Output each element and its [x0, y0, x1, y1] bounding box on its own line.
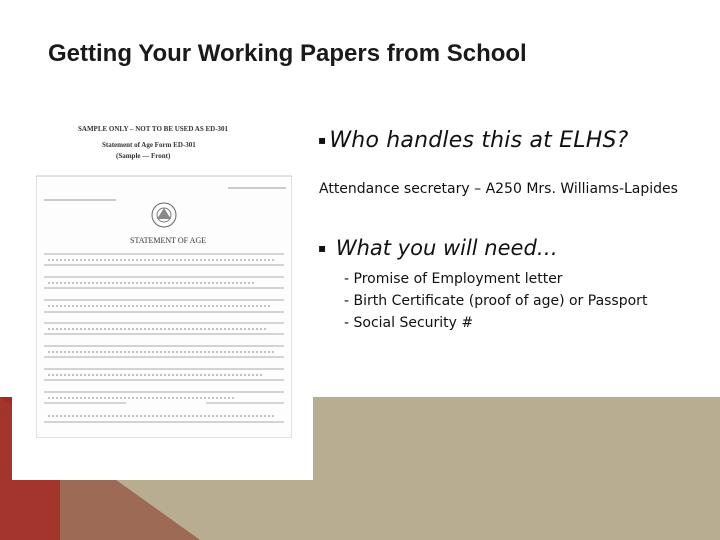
- question-who-handles: [318, 128, 629, 153]
- form-header-sample: SAMPLE ONLY – NOT TO BE USED AS ED-301: [78, 125, 229, 133]
- requirements-list: [344, 268, 647, 334]
- form-heading: STATEMENT OF AGE: [130, 236, 207, 245]
- form-header-title: Statement of Age Form ED-301: [102, 141, 196, 149]
- decorative-band-tan: [313, 397, 720, 540]
- square-bullet-icon: ▪: [318, 133, 327, 147]
- list-item: - Social Security #: [344, 315, 474, 331]
- square-bullet-icon: ▪: [318, 241, 327, 255]
- form-image: [36, 120, 292, 438]
- list-item: - Birth Certificate (proof of age) or Passport: [344, 293, 648, 309]
- form-header-front: (Sample — Front): [116, 152, 171, 160]
- question-who-handles-text: Who handles this at ELHS?: [329, 128, 629, 153]
- answer-attendance-secretary: Attendance secretary – A250 Mrs. Williams-Lapides: [319, 181, 678, 197]
- list-item: - Promise of Employment letter: [344, 271, 563, 287]
- question-what-you-need-text: What you will need…: [335, 236, 558, 260]
- question-what-you-need: [318, 236, 558, 260]
- page-title: Getting Your Working Papers from School: [48, 40, 527, 67]
